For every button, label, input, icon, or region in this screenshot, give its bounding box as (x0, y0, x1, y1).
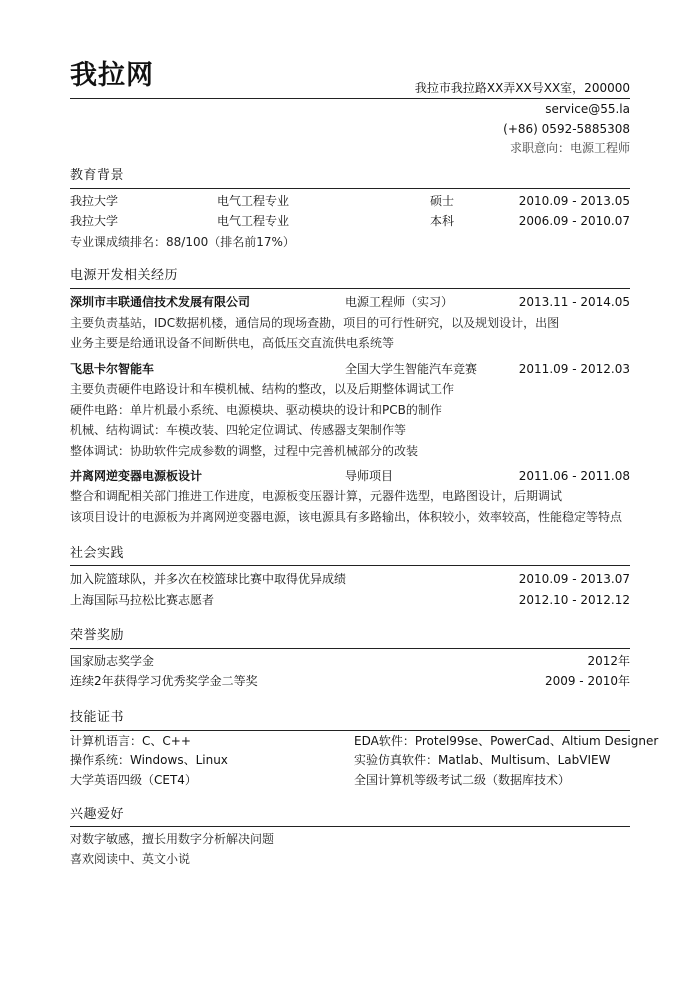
section-divider (70, 288, 630, 289)
hobby-item: 对数字敏感，擅长用数字分析解决问题 (70, 832, 275, 846)
section-title-education: 教育背景 (70, 168, 125, 183)
experience-detail: 业务主要是给通讯设备不间断供电，高低压交直流供电系统等 (70, 336, 395, 350)
social-text: 上海国际马拉松比赛志愿者 (70, 593, 215, 607)
experience-detail: 硬件电路：单片机最小系统、电源模块、驱动模块的设计和PCB的制作 (70, 403, 442, 417)
hobby-item: 喜欢阅读中、英文小说 (70, 852, 191, 866)
phone: (+86) 0592-5885308 (503, 122, 630, 136)
job-objective: 求职意向：电源工程师 (509, 141, 630, 155)
experience-detail: 整体调试：协助软件完成参数的调整，过程中完善机械部分的改装 (70, 444, 419, 458)
education-degree: 硕士 (430, 194, 455, 208)
experience-detail: 主要负责硬件电路设计和车模机械、结构的整改，以及后期整体调试工作 (70, 382, 455, 396)
experience-role: 导师项目 (345, 469, 394, 483)
experience-header (70, 359, 630, 379)
honor-text: 连续2年获得学习优秀奖学金二等奖 (70, 674, 258, 688)
education-major: 电气工程专业 (217, 214, 290, 228)
experience-detail: 该项目设计的电源板为并离网逆变器电源，该电源具有多路输出，体积较小，效率较高，性能稳定等特点 (70, 510, 623, 524)
honor-row (70, 671, 630, 691)
skill-right: 实验仿真软件：Matlab、Multisum、LabVIEW (354, 753, 611, 767)
experience-org: 并离网逆变器电源板设计 (70, 469, 203, 483)
education-row (70, 191, 630, 211)
header-divider (70, 98, 630, 99)
social-date: 2010.09 - 2013.07 (518, 572, 630, 586)
social-date: 2012.10 - 2012.12 (518, 593, 630, 607)
education-date: 2006.09 - 2010.07 (518, 214, 630, 228)
skill-right: 全国计算机等级考试二级（数据库技术） (354, 773, 571, 787)
experience-org: 飞思卡尔智能车 (70, 362, 155, 376)
skill-left: 大学英语四级（CET4） (70, 773, 197, 787)
skill-right: EDA软件：Protel99se、PowerCad、Altium Designer (354, 734, 659, 748)
section-title-hobbies: 兴趣爱好 (70, 807, 125, 822)
education-ranking: 专业课成绩排名：88/100（排名前17%） (70, 235, 295, 249)
email: service@55.la (545, 102, 630, 116)
education-row (70, 211, 630, 231)
social-text: 加入院篮球队，并多次在校篮球比赛中取得优异成绩 (70, 572, 347, 586)
experience-date: 2011.09 - 2012.03 (518, 362, 630, 376)
experience-date: 2011.06 - 2011.08 (518, 469, 630, 483)
honor-row (70, 651, 630, 671)
experience-header (70, 466, 630, 486)
honor-date: 2012年 (587, 654, 630, 668)
experience-detail: 整合和调配相关部门推进工作进度，电源板变压器计算，元器件选型，电路图设计，后期调试 (70, 489, 563, 503)
education-school: 我拉大学 (70, 194, 119, 208)
experience-header (70, 292, 630, 312)
experience-org: 深圳市丰联通信技术发展有限公司 (70, 295, 251, 309)
social-row (70, 569, 630, 589)
section-title-honors: 荣誉奖励 (70, 628, 125, 643)
skill-row (70, 750, 630, 770)
section-divider (70, 826, 630, 827)
experience-date: 2013.11 - 2014.05 (518, 295, 630, 309)
education-major: 电气工程专业 (217, 194, 290, 208)
skill-left: 操作系统：Windows、Linux (70, 753, 228, 767)
skill-row (70, 770, 630, 790)
skill-row (70, 731, 659, 751)
skill-left: 计算机语言：C、C++ (70, 734, 191, 748)
resume-page (70, 0, 659, 990)
honor-text: 国家励志奖学金 (70, 654, 155, 668)
experience-detail: 机械、结构调试：车模改装、四轮定位调试、传感器支架制作等 (70, 423, 407, 437)
section-divider (70, 188, 630, 189)
social-row (70, 590, 630, 610)
section-title-skills: 技能证书 (70, 710, 125, 725)
experience-detail: 主要负责基站，IDC数据机楼，通信局的现场查勘，项目的可行性研究，以及规划设计，出图 (70, 316, 560, 330)
candidate-name: 我拉网 (70, 60, 154, 91)
section-divider (70, 648, 630, 649)
section-divider (70, 565, 630, 566)
experience-role: 电源工程师（实习） (345, 295, 454, 309)
section-title-social: 社会实践 (70, 546, 125, 561)
section-title-experience: 电源开发相关经历 (70, 268, 179, 283)
education-date: 2010.09 - 2013.05 (518, 194, 630, 208)
education-degree: 本科 (430, 214, 455, 228)
honor-date: 2009 - 2010年 (544, 674, 630, 688)
education-school: 我拉大学 (70, 214, 119, 228)
experience-role: 全国大学生智能汽车竞赛 (345, 362, 478, 376)
address: 我拉市我拉路XX弄XX号XX室，200000 (414, 81, 630, 95)
